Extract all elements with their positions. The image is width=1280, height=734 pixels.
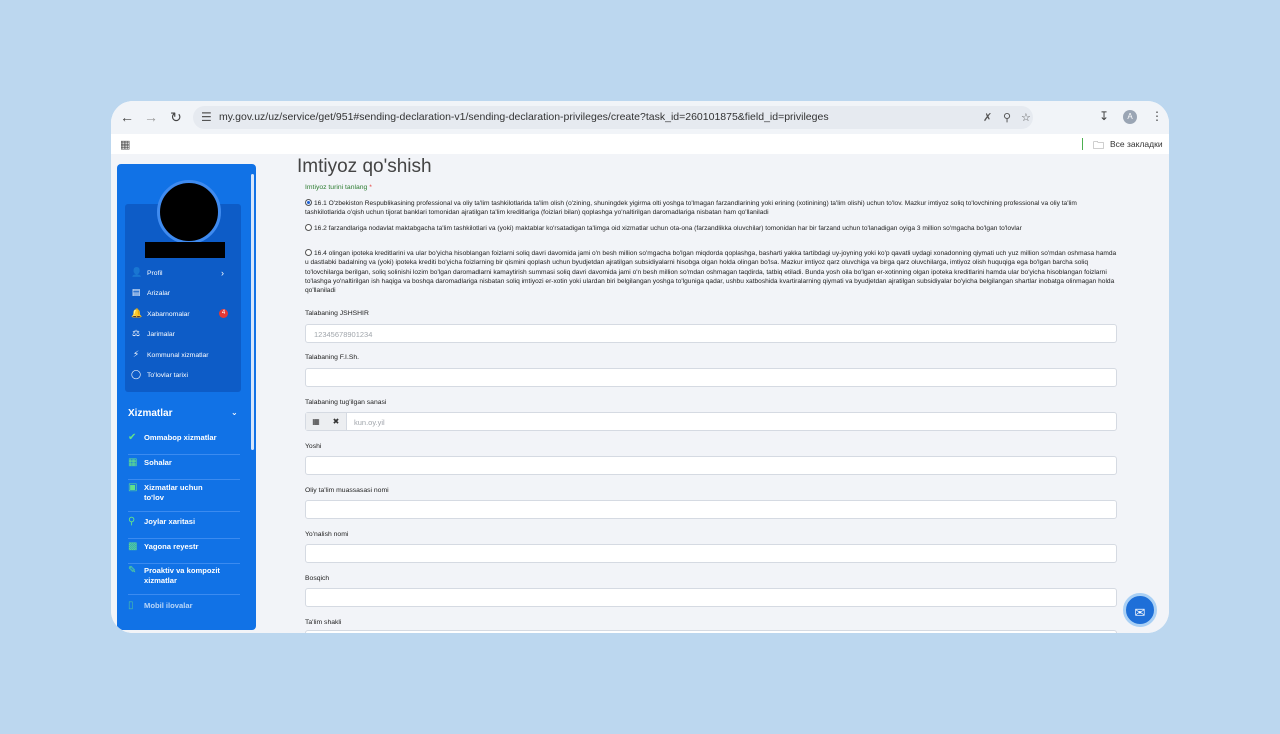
all-bookmarks-link[interactable]: Все закладки xyxy=(1110,139,1163,149)
option-text: 16.2 farzandlariga nodavlat maktabgacha ta'lim tashkilotlari va (yoki) maktablar ko'rsatadigan ta'limga oid xizmatlar uchun ota-ona (farzandlikka oluvchilar) tomonidan har bir farzand uchun to'lanadigan oyiga 3 million so'mgacha bo'lgan to'lovlar xyxy=(314,225,1022,232)
more-menu-icon[interactable]: ⋮ xyxy=(1151,109,1163,123)
fish-label: Talabaning F.I.Sh. xyxy=(305,354,360,361)
birth-date-placeholder: kun.oy.yil xyxy=(354,418,385,427)
service-tolov[interactable] xyxy=(128,482,240,512)
privilege-option-16-1[interactable] xyxy=(305,199,1117,218)
sidebar-item-profil[interactable] xyxy=(131,267,231,283)
institution-label: Oliy ta'lim muassasasi nomi xyxy=(305,487,389,494)
bell-icon: 🔔 xyxy=(131,308,143,318)
study-form-label: Ta'lim shakli xyxy=(305,619,342,626)
browser-window xyxy=(111,101,1169,633)
jshshir-input[interactable] xyxy=(305,324,1117,343)
user-name-redacted xyxy=(145,242,225,258)
radio-selected-icon[interactable] xyxy=(305,199,312,206)
service-label: Proaktiv va kompozit xizmatlar xyxy=(144,566,220,585)
page-content xyxy=(111,154,1169,633)
user-avatar[interactable] xyxy=(157,180,221,244)
privilege-type-text: Imtiyoz turini tanlang xyxy=(305,184,368,191)
document-icon: ▤ xyxy=(131,287,141,297)
sidebar-scrollbar[interactable] xyxy=(251,174,254,450)
sidebar-item-label: Arizalar xyxy=(147,290,171,297)
folder-icon: 🗀 xyxy=(1093,140,1104,152)
sidebar-item-label: Xabarnomalar xyxy=(147,311,190,318)
sidebar-item-tolovlar-tarixi[interactable] xyxy=(131,369,231,385)
sidebar-item-label: Profil xyxy=(147,270,163,277)
fines-icon: ⚖ xyxy=(131,328,141,338)
sidebar-item-xabarnomalar[interactable] xyxy=(131,308,231,324)
chevron-right-icon: › xyxy=(221,268,224,278)
calendar-icon[interactable]: ▦ xyxy=(306,413,327,430)
payment-history-icon: ◯ xyxy=(131,369,142,379)
service-ommabop[interactable] xyxy=(128,432,240,455)
chevron-down-icon: ⌄ xyxy=(231,408,238,417)
age-label: Yoshi xyxy=(305,443,322,450)
service-label: Yagona reyestr xyxy=(144,542,199,551)
service-label: Sohalar xyxy=(144,458,172,467)
privilege-type-label xyxy=(305,184,372,191)
grid-icon: ▦ xyxy=(128,457,138,468)
option-text: 16.4 olingan ipoteka kreditlarini va ular bo'yicha hisoblangan foizlarni soliq davri davomida jami o'n besh million so'mgacha bo'lgan miqdorda qoplashga, basharti yakka tartibdagi uy-joyning yoki ko'p qavatli uydagi xonadonning qiymati uch yuz million so'mdan oshmasa hamda u dastlabki badalning va (yoki) ipoteka krediti bo'yicha foizlarning bir qismini qoplash uchun byudjetdan ajratilgan subsidiyalarni hisobga olgan holda olingan bo'lsa. Mazkur imtiyoz qarz oluvchiga va birga qarz oluvchilarga, imtiyoz olish huquqiga ega bo'lgan barcha soliq to'lovchilarga berilgan, soliq solinishi lozim bo'lgan daromadlarni kamaytirish summasi soliq davri davomida jami o'n besh million so'mdan oshmagan taqdirda, tatbiq etiladi. Bunda yosh oila bo'lgan er-xotinning olgan ipoteka kreditlarini hamda ular bo'yicha hisoblangan foizlarni to'lashga yo'naltirilgan ish haqiga va boshqa daromadlariga nisbatan soliq imtiyozi er-xotin yoki ulardan biri belgilangan yoshga to'lguniga qadar, ushbu xatboshida kvartiralarning qiymati va byudjetdan ajratilgan subsidiyalar bo'yicha belgilangan shartlar inobatga olinmagan holda qo'llaniladi xyxy=(305,250,1117,295)
sidebar-item-kommunal[interactable] xyxy=(131,349,231,365)
direction-input[interactable] xyxy=(305,544,1117,563)
sidebar xyxy=(117,164,256,630)
page-title: Imtiyoz qo'shish xyxy=(297,156,432,177)
birth-date-label: Talabaning tug'ilgan sanasi xyxy=(305,399,387,406)
service-label: Joylar xaritasi xyxy=(144,517,196,526)
sidebar-item-label: Kommunal xizmatlar xyxy=(147,352,209,359)
zoom-icon[interactable]: ⚲ xyxy=(1003,112,1012,124)
radio-empty-icon[interactable] xyxy=(305,224,312,231)
check-circle-icon: ✔ xyxy=(128,432,137,443)
eye-off-icon[interactable]: ✗ xyxy=(983,112,993,124)
notification-badge: 4 xyxy=(219,309,228,318)
privilege-option-16-2[interactable] xyxy=(305,224,1117,233)
apps-grid-icon[interactable]: ▦ xyxy=(120,139,131,151)
proactive-icon: ✎ xyxy=(128,565,137,576)
sidebar-item-jarimalar[interactable] xyxy=(131,328,231,344)
download-icon[interactable]: ↧ xyxy=(1099,109,1110,123)
service-label: Ommabop xizmatlar xyxy=(144,433,217,442)
sidebar-item-label: To'lovlar tarixi xyxy=(147,372,188,379)
clear-icon[interactable]: ✖ xyxy=(326,413,347,430)
services-section-toggle[interactable] xyxy=(128,408,244,419)
birth-date-input[interactable] xyxy=(305,412,1117,431)
service-sohalar[interactable] xyxy=(128,457,240,480)
reload-icon[interactable]: ↻ xyxy=(170,109,182,125)
option-text: 16.1 O'zbekiston Respublikasining professional va oliy ta'lim tashkilotlarida ta'lim olish (o'zining, shuningdek yigirma olti yoshga to'lmagan farzandlarining yoki erining (xotinining) ta'lim olishi) uchun to'lov. Mazkur imtiyoz soliq to'lovchining professional va oliy ta'lim tashkilotlarida o'qish uchun tijorat banklari tomonidan ajratilgan ta'lim kreditlariga (foizlari bilan) qoplashga yo'naltirilgan daromadlariga nisbatan ham qo'llaniladi xyxy=(305,200,1077,217)
fish-input[interactable] xyxy=(305,368,1117,387)
sidebar-item-arizalar[interactable] xyxy=(131,287,231,303)
mobile-icon: ▯ xyxy=(128,600,134,611)
stage-label: Bosqich xyxy=(305,575,330,582)
service-proaktiv[interactable] xyxy=(128,565,240,595)
forward-icon[interactable]: → xyxy=(144,109,158,125)
service-reyestr[interactable] xyxy=(128,541,240,564)
radio-empty-icon[interactable] xyxy=(305,249,312,256)
chat-support-icon[interactable]: ✉ xyxy=(1123,593,1157,627)
sidebar-item-label: Jarimalar xyxy=(147,331,175,338)
profile-avatar[interactable]: A xyxy=(1123,110,1137,124)
utilities-icon: ⚡ xyxy=(132,349,140,359)
bookmarks-bar xyxy=(111,134,1169,154)
service-mobil[interactable] xyxy=(128,600,240,622)
back-icon[interactable]: ← xyxy=(120,109,134,125)
address-bar[interactable] xyxy=(193,106,1033,129)
site-settings-icon[interactable]: ☰ xyxy=(201,110,212,124)
institution-input[interactable] xyxy=(305,500,1117,519)
map-pin-icon: ⚲ xyxy=(128,516,136,527)
registry-icon: ▩ xyxy=(128,541,138,552)
service-label: Mobil ilovalar xyxy=(144,601,193,610)
privilege-option-16-4[interactable] xyxy=(305,249,1117,295)
service-joylar[interactable] xyxy=(128,516,240,539)
required-star: * xyxy=(369,184,372,191)
url-text[interactable]: my.gov.uz/uz/service/get/951#sending-declaration-v1/sending-declaration-privileges/create?task_id=260101875&field_id=privileges xyxy=(219,111,829,123)
form-area xyxy=(297,154,1117,633)
study-form-input[interactable] xyxy=(305,630,1117,633)
card-icon: ▣ xyxy=(128,482,138,493)
jshshir-label: Talabaning JSHSHIR xyxy=(305,310,369,317)
services-title: Xizmatlar xyxy=(128,408,173,419)
direction-label: Yo'nalish nomi xyxy=(305,531,349,538)
star-icon[interactable]: ☆ xyxy=(1021,112,1031,124)
age-input[interactable] xyxy=(305,456,1117,475)
browser-toolbar xyxy=(111,101,1169,134)
stage-input[interactable] xyxy=(305,588,1117,607)
service-label: Xizmatlar uchun to'lov xyxy=(144,483,203,502)
bookmarks-separator xyxy=(1082,138,1083,150)
jshshir-placeholder: 12345678901234 xyxy=(314,330,373,339)
person-icon: 👤 xyxy=(131,267,143,277)
